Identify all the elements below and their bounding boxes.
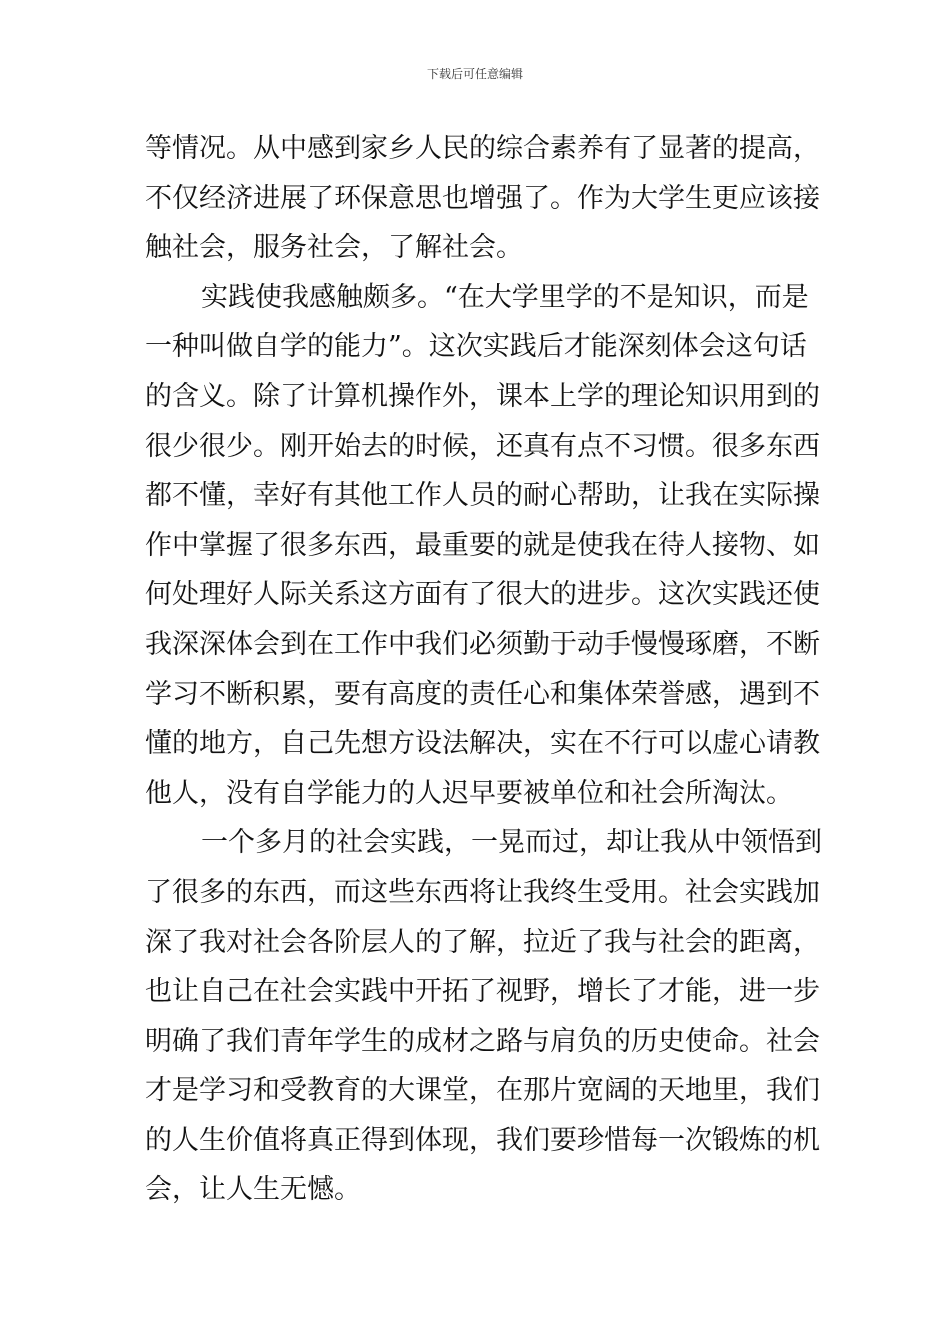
text-line: 等情况。从中感到家乡人民的综合素养有了显著的提高，: [145, 133, 820, 164]
paragraph-first-line: 实践使我感触颇多。“在大学里学的不是知识，而是: [201, 281, 809, 313]
text-line: 一种叫做自学的能力”。这次实践后才能深刻体会这句话: [145, 331, 807, 363]
text-line: 何处理好人际关系这方面有了很大的进步。这次实践还使: [145, 579, 820, 611]
text-line: 明确了我们青年学生的成材之路与肩负的历史使命。社会: [145, 1025, 820, 1057]
text-line: 会，让人生无憾。: [145, 1174, 361, 1206]
text-line: 才是学习和受教育的大课堂，在那片宽阔的天地里，我们: [145, 1075, 820, 1107]
text-line: 也让自己在社会实践中开拓了视野，增长了才能，进一步: [145, 976, 820, 1008]
text-line: 深了我对社会各阶层人的了解，拉近了我与社会的距离，: [145, 926, 820, 958]
paragraph-first-line: 一个多月的社会实践，一晃而过，却让我从中领悟到: [201, 827, 822, 859]
text-line: 很少很少。刚开始去的时候，还真有点不习惯。很多东西: [145, 430, 820, 462]
text-line: 他人，没有自学能力的人迟早要被单位和社会所淘汰。: [145, 777, 793, 809]
text-line: 都不懂，幸好有其他工作人员的耐心帮助，让我在实际操: [145, 480, 820, 512]
text-line: 作中掌握了很多东西，最重要的就是使我在待人接物、如: [145, 529, 820, 561]
text-line: 触社会，服务社会，了解社会。: [145, 232, 523, 264]
page-header: 下载后可任意编辑: [426, 67, 523, 81]
text-line: 了很多的东西，而这些东西将让我终生受用。社会实践加: [145, 876, 820, 908]
text-line: 懂的地方，自己先想方设法解决，实在不行可以虚心请教: [145, 728, 820, 760]
text-line: 不仅经济进展了环保意思也增强了。作为大学生更应该接: [145, 182, 820, 214]
text-line: 学习不断积累，要有高度的责任心和集体荣誉感，遇到不: [145, 678, 820, 710]
text-line: 我深深体会到在工作中我们必须勤于动手慢慢琢磨，不断: [145, 628, 820, 660]
text-line: 的含义。除了计算机操作外，课本上学的理论知识用到的: [145, 380, 820, 412]
document-body: [145, 124, 822, 1215]
text-line: 的人生价值将真正得到体现，我们要珍惜每一次锻炼的机: [145, 1124, 820, 1156]
